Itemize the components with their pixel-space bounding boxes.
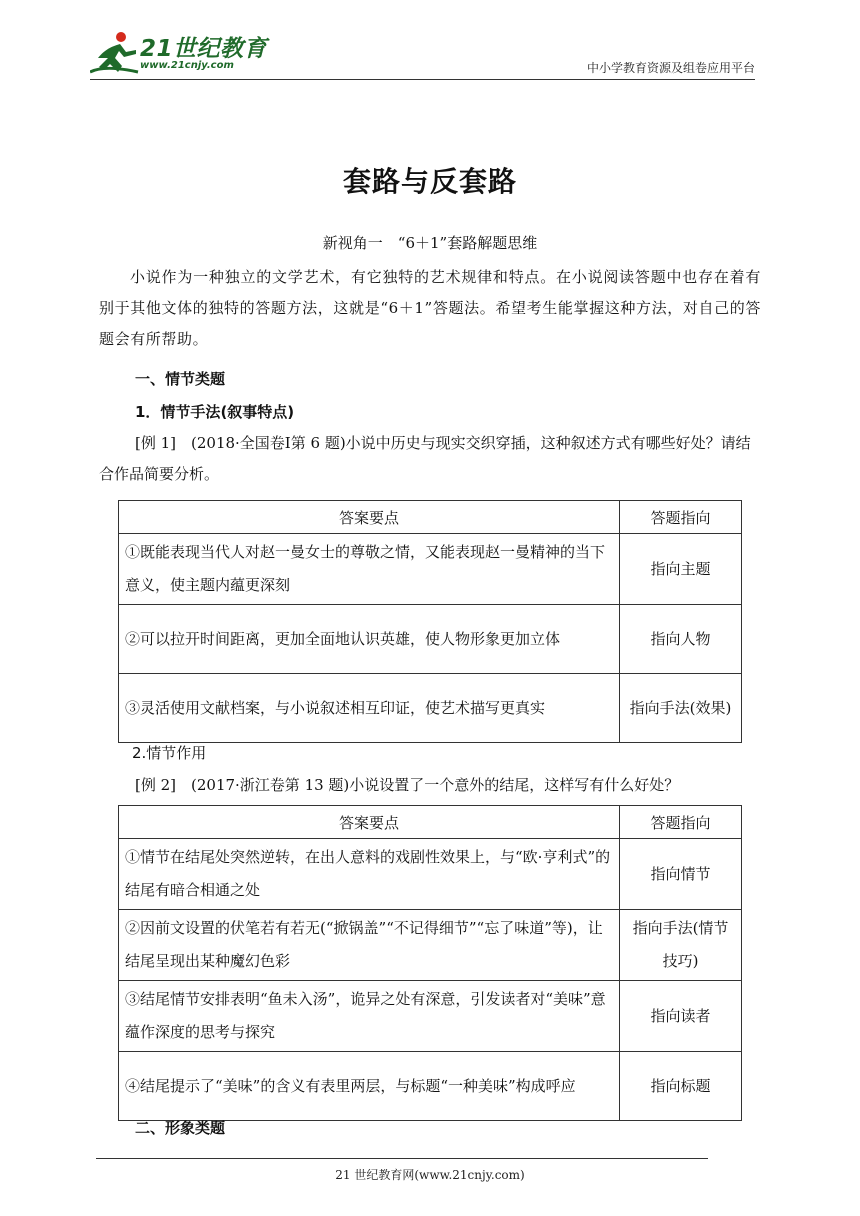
header-tagline: 中小学教育资源及组卷应用平台 bbox=[586, 61, 755, 75]
subheading-plot-function: 2.情节作用 bbox=[132, 744, 207, 762]
column-header-direction: 答题指向 bbox=[620, 806, 742, 839]
page-subtitle: 新视角一 “6＋1”套路解题思维 bbox=[322, 234, 538, 252]
runner-logo-icon bbox=[90, 28, 140, 78]
direction-cell: 指向手法(情节技巧) bbox=[620, 910, 742, 981]
answer-cell: ③灵活使用文献档案，与小说叙述相互印证，使艺术描写更真实 bbox=[119, 674, 620, 743]
answer-cell: ②因前文设置的伏笔若有若无(“掀锅盖”“不记得细节”“忘了味道”等)，让结尾呈现出某种魔幻色彩 bbox=[119, 910, 620, 981]
answer-cell: ③结尾情节安排表明“鱼未入汤”，诡异之处有深意，引发读者对“美味”意蕴作深度的思考与探究 bbox=[119, 981, 620, 1052]
section-heading-plot: 一、情节类题 bbox=[135, 370, 226, 388]
answer-cell: ④结尾提示了“美味”的含义有表里两层，与标题“一种美味”构成呼应 bbox=[119, 1052, 620, 1121]
answer-table-2 bbox=[118, 805, 742, 1121]
page-title: 套路与反套路 bbox=[342, 165, 517, 198]
header-divider bbox=[90, 79, 755, 80]
example-1-question: [例 1] (2018·全国卷Ⅰ第 6 题)小说中历史与现实交织穿插，这种叙述方式有哪些好处？请结合作品简要分析。 bbox=[99, 434, 751, 483]
direction-cell: 指向情节 bbox=[620, 839, 742, 910]
answer-table-1 bbox=[118, 500, 742, 743]
footer-divider bbox=[96, 1158, 708, 1159]
direction-cell: 指向手法(效果) bbox=[620, 674, 742, 743]
answer-cell: ②可以拉开时间距离，更加全面地认识英雄，使人物形象更加立体 bbox=[119, 605, 620, 674]
direction-cell: 指向主题 bbox=[620, 534, 742, 605]
column-header-answer: 答案要点 bbox=[119, 501, 620, 534]
example-2-question: [例 2] (2017·浙江卷第 13 题)小说设置了一个意外的结尾，这样写有什么好处？ bbox=[135, 776, 680, 794]
direction-cell: 指向读者 bbox=[620, 981, 742, 1052]
answer-cell: ①既能表现当代人对赵一曼女士的尊敬之情，又能表现赵一曼精神的当下意义，使主题内蕴更深刻 bbox=[119, 534, 620, 605]
logo-url: www.21cnjy.com bbox=[140, 60, 234, 71]
column-header-answer: 答案要点 bbox=[119, 806, 620, 839]
logo[interactable] bbox=[90, 28, 270, 80]
answer-cell: ①情节在结尾处突然逆转，在出人意料的戏剧性效果上，与“欧·亨利式”的结尾有暗合相通之处 bbox=[119, 839, 620, 910]
logo-text: 21世纪教育 bbox=[140, 36, 268, 62]
section-heading-character: 二、形象类题 bbox=[135, 1119, 226, 1137]
direction-cell: 指向人物 bbox=[620, 605, 742, 674]
subheading-plot-technique: 1．情节手法(叙事特点) bbox=[135, 403, 295, 421]
column-header-direction: 答题指向 bbox=[620, 501, 742, 534]
page-header bbox=[90, 28, 755, 80]
page-footer[interactable]: 21 世纪教育网(www.21cnjy.com) bbox=[335, 1168, 525, 1182]
direction-cell: 指向标题 bbox=[620, 1052, 742, 1121]
intro-paragraph: 小说作为一种独立的文学艺术，有它独特的艺术规律和特点。在小说阅读答题中也存在着有别于其他文体的独特的答题方法，这就是“6＋1”答题法。希望考生能掌握这种方法，对自己的答题会有所帮助。 bbox=[99, 268, 761, 348]
